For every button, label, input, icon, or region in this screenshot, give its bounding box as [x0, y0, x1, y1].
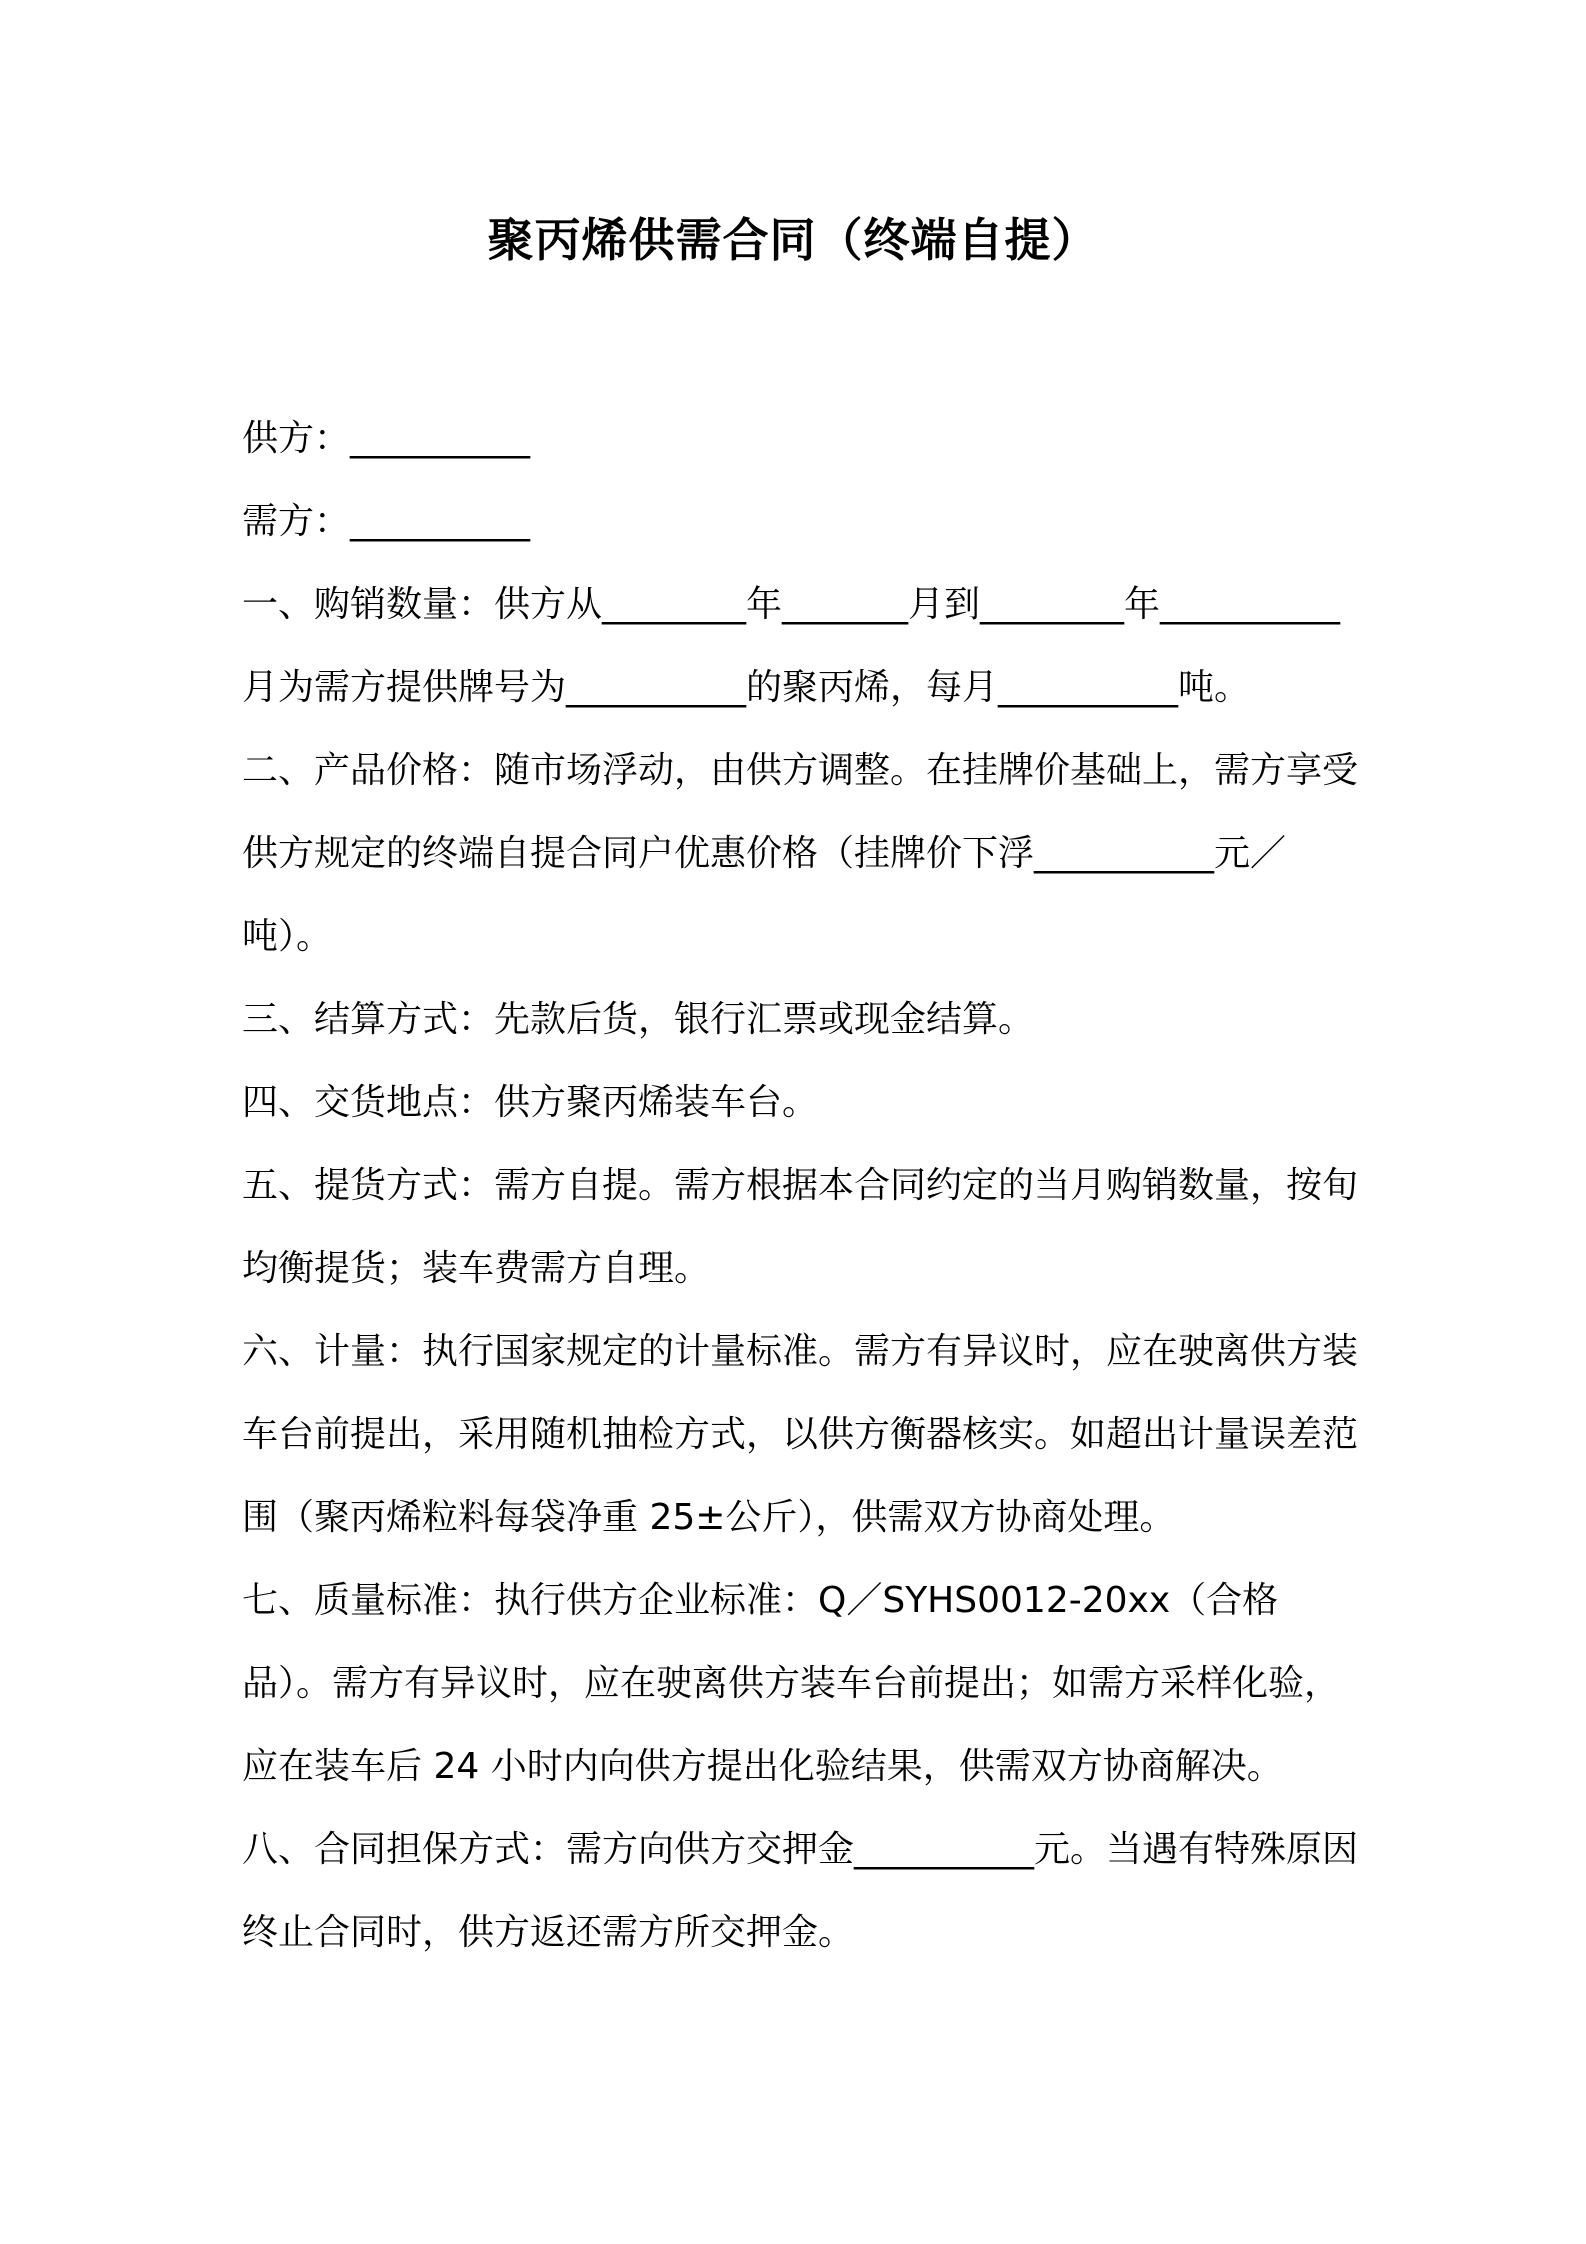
clause-guarantee: 八、合同担保方式：需方向供方交押金__________元。当遇有特殊原因终止合同时，供方返还需方所交押金。: [242, 1829, 1359, 1953]
supplier-line: 供方：__________: [242, 418, 531, 459]
document-title: 聚丙烯供需合同（终端自提）: [487, 213, 1099, 267]
clause-price: 二、产品价格：随市场浮动，由供方调整。在挂牌价基础上，需方享受供方规定的终端自提合同户优惠价格（挂牌价下浮__________元／吨）。: [242, 750, 1359, 957]
clause-delivery-place: 四、交货地点：供方聚丙烯装车台。: [242, 1082, 819, 1123]
buyer-line: 需方：__________: [242, 501, 531, 542]
clause-quantity: 一、购销数量：供方从________年_______月到________年__________月为需方提供牌号为__________的聚丙烯，每月__________吨。: [242, 584, 1341, 708]
clause-pickup-method: 五、提货方式：需方自提。需方根据本合同约定的当月购销数量，按旬均衡提货；装车费需方自理。: [242, 1165, 1359, 1289]
clause-quality: 七、质量标准：执行供方企业标准：Q／SYHS0012-20xx（合格品）。需方有异议时，应在驶离供方装车台前提出；如需方采样化验，应在装车后 24 小时内向供方提出化验结果，供需双方协商解决。: [242, 1580, 1341, 1787]
clause-metering: 六、计量：执行国家规定的计量标准。需方有异议时，应在驶离供方装车台前提出，采用随机抽检方式，以供方衡器核实。如超出计量误差范围（聚丙烯粒料每袋净重 25±公斤），供需双方协商处理。: [242, 1331, 1359, 1538]
clause-settlement: 三、结算方式：先款后货，银行汇票或现金结算。: [242, 999, 1035, 1040]
